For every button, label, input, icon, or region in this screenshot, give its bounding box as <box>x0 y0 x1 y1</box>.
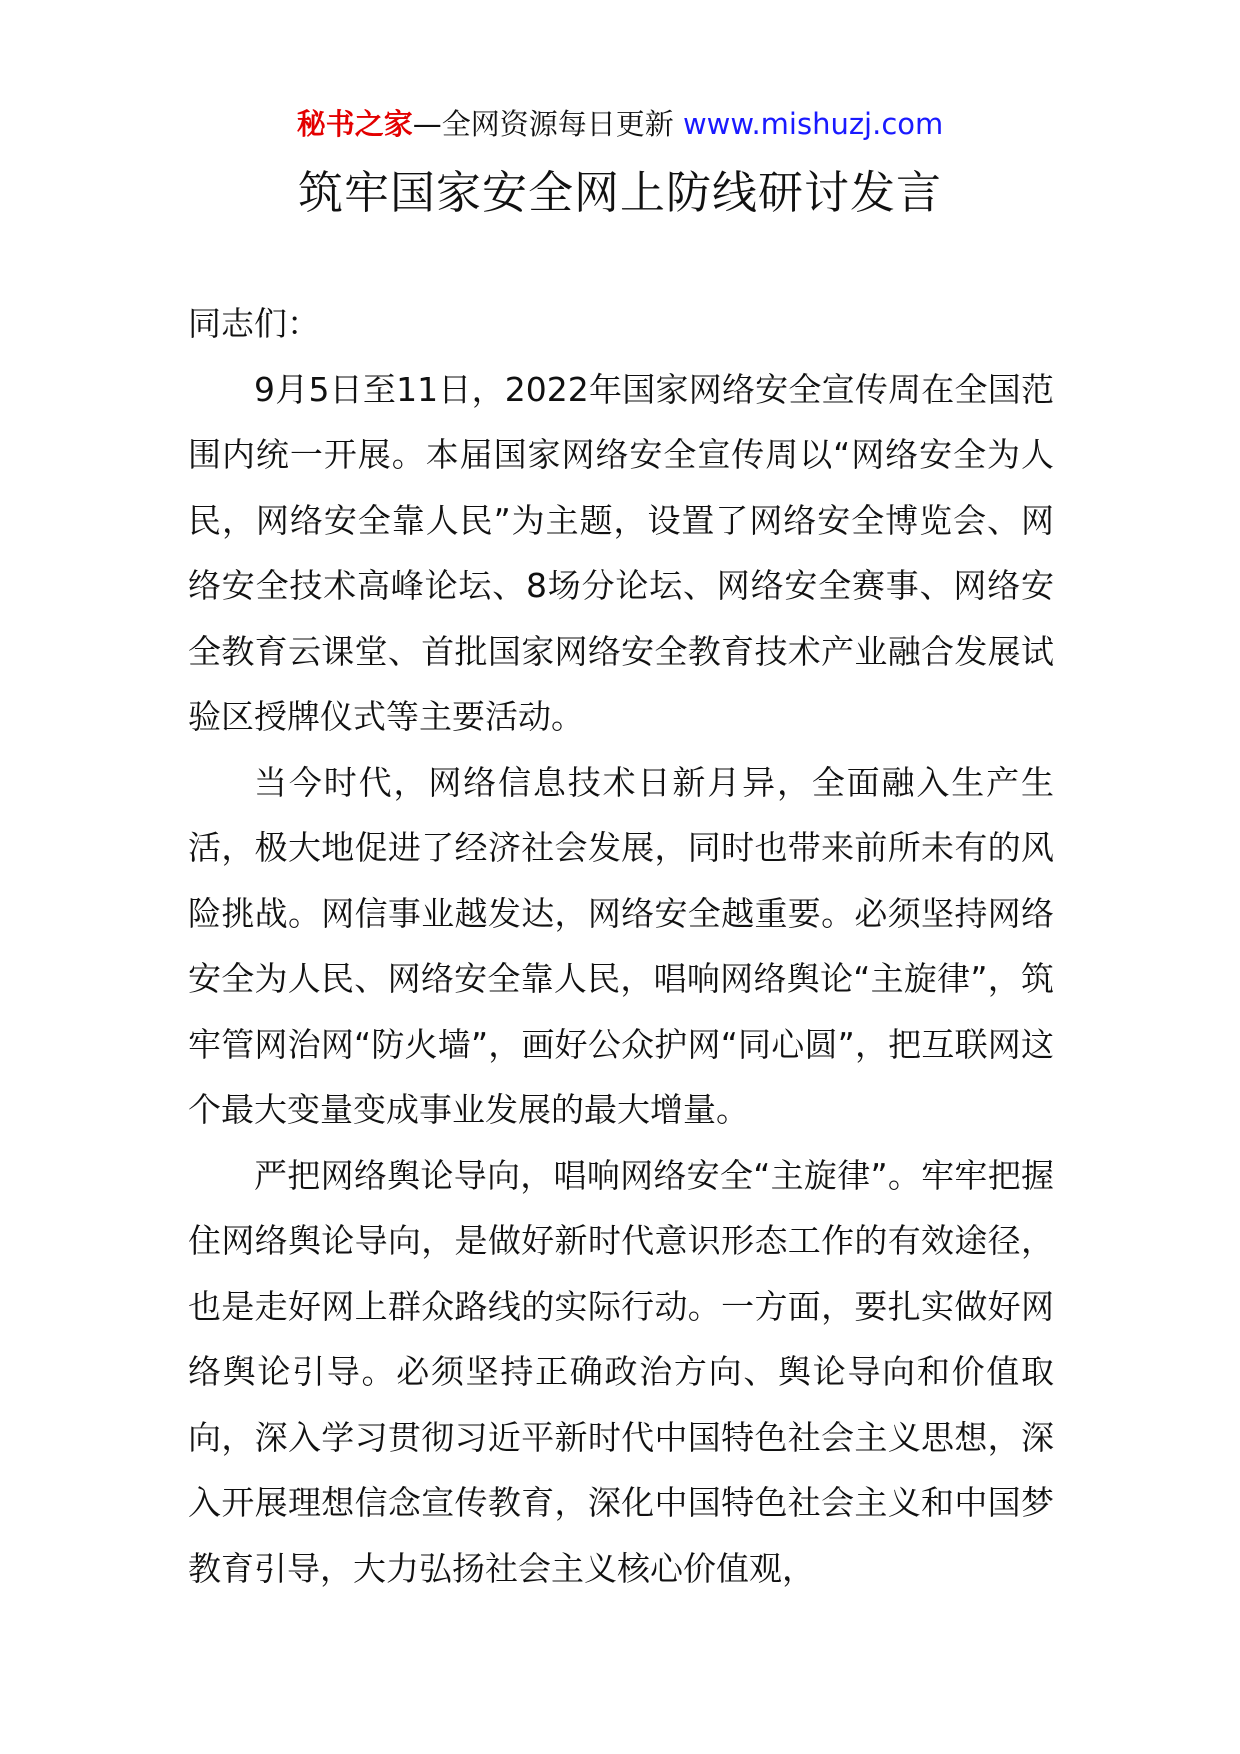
site-header <box>0 104 1240 144</box>
brand-name: 秘书之家 <box>296 107 413 141</box>
document-body <box>188 291 1054 1601</box>
paragraph-1: 9月5日至11日，2022年国家网络安全宣传周在全国范围内统一开展。本届国家网络安全宣传周以“网络安全为人民，网络安全靠人民”为主题，设置了网络安全博览会、网络安全技术高峰论坛、8场分论坛、网络安全赛事、网络安全教育云课堂、首批国家网络安全教育技术产业融合发展试验区授牌仪式等主要活动。 <box>188 369 1054 736</box>
paragraph-2: 当今时代，网络信息技术日新月异，全面融入生产生活，极大地促进了经济社会发展，同时也带来前所未有的风险挑战。网信事业越发达，网络安全越重要。必须坚持网络安全为人民、网络安全靠人民，唱响网络舆论“主旋律”，筑牢管网治网“防火墙”，画好公众护网“同心圆”，把互联网这个最大变量变成事业发展的最大增量。 <box>188 762 1054 1129</box>
document-title: 筑牢国家安全网上防线研讨发言 <box>297 166 942 219</box>
paragraph-3: 严把网络舆论导向，唱响网络安全“主旋律”。牢牢把握住网络舆论导向，是做好新时代意识形态工作的有效途径，也是走好网上群众路线的实际行动。一方面，要扎实做好网络舆论引导。必须坚持正确政治方向、舆论导向和价值取向，深入学习贯彻习近平新时代中国特色社会主义思想，深入开展理想信念宣传教育，深化中国特色社会主义和中国梦教育引导，大力弘扬社会主义核心价值观， <box>188 1155 1054 1588</box>
header-slogan: —全网资源每日更新 <box>412 107 674 141</box>
salutation: 同志们： <box>188 304 320 343</box>
site-url-link[interactable]: www.mishuzj.com <box>682 107 944 141</box>
